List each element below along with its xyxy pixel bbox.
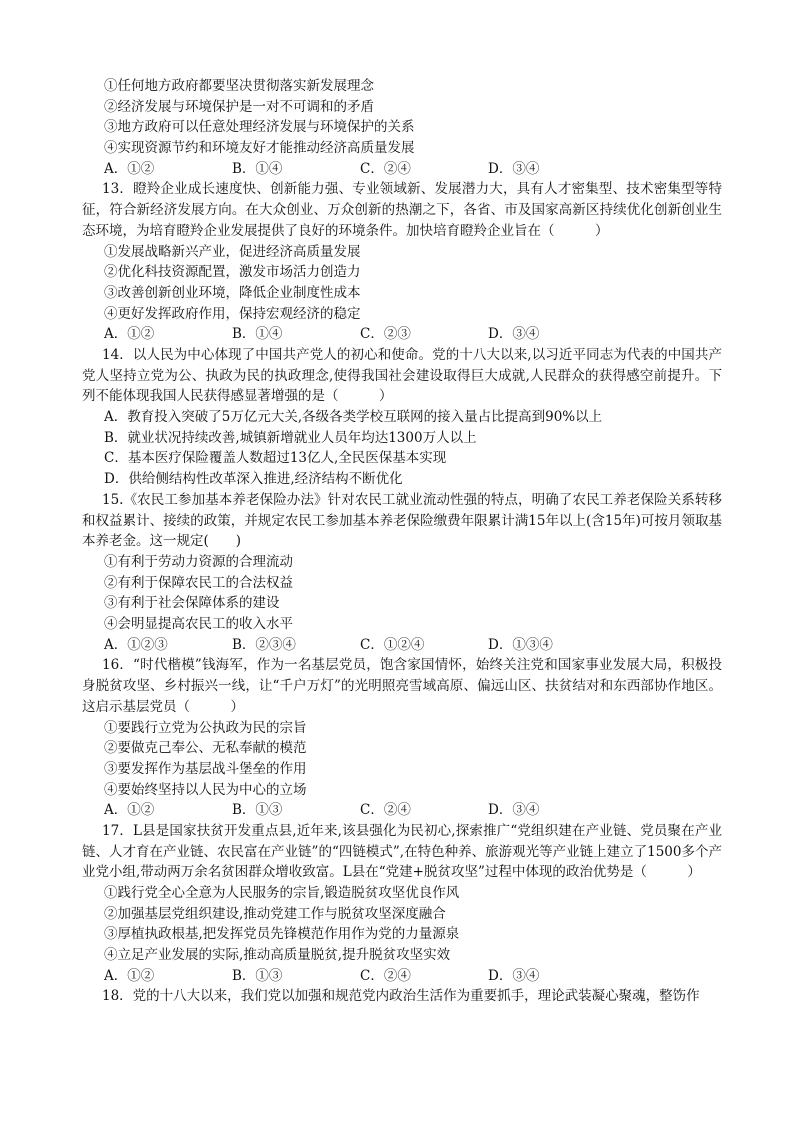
option-d: D．③④ bbox=[488, 967, 540, 984]
option-d: D．③④ bbox=[488, 802, 540, 819]
choice-item: ④实现资源节约和环境友好才能推动经济高质量发展 bbox=[104, 140, 415, 157]
question-15 bbox=[82, 490, 722, 656]
choice-item: ③要发挥作为基层战斗堡垒的作用 bbox=[104, 760, 307, 777]
choice-item: ③改善创新创业环境，降低企业制度性成本 bbox=[104, 284, 361, 301]
choice-item: ②有利于保障农民工的合法权益 bbox=[104, 574, 293, 591]
answer-options bbox=[82, 159, 722, 180]
question-12 bbox=[82, 76, 722, 179]
choice-item: ②优化科技资源配置，激发市场活力创造力 bbox=[104, 264, 361, 281]
choice-item: ①践行党全心全意为人民服务的宗旨,锻造脱贫攻坚优良作风 bbox=[104, 885, 460, 902]
exam-page bbox=[82, 76, 722, 1007]
answer-options bbox=[82, 635, 722, 656]
choice-item: ③地方政府可以任意处理经济发展与环境保护的关系 bbox=[104, 119, 415, 136]
question-stem: 17．L县是国家扶贫开发重点县,近年来,该县强化为民初心,探索推广“党组织建在产业链、党员聚在产业链、人才育在产业链、农民富在产业链”的“四链模式”,在特色种养、旅游观光等产业链上建立了1500多个产业党小组,带动两万余名贫困群众增收致富。L县在“党建+脱贫攻坚”过程中体现的政治优势是（ ） bbox=[82, 822, 722, 881]
choice-item: ②加强基层党组织建设,推动党建工作与脱贫攻坚深度融合 bbox=[104, 905, 446, 922]
question-13 bbox=[82, 179, 722, 345]
answer-options bbox=[82, 324, 722, 345]
option-c: C．②④ bbox=[360, 802, 411, 819]
choice-item: ①有利于劳动力资源的合理流动 bbox=[104, 553, 293, 570]
choice-item: ②要做克己奉公、无私奉献的模范 bbox=[104, 740, 307, 757]
choice-item: C．基本医疗保险覆盖人数超过13亿人,全民医保基本实现 bbox=[104, 450, 447, 467]
question-14 bbox=[82, 345, 722, 490]
choice-item: B．就业状况持续改善,城镇新增就业人员年均达1300万人以上 bbox=[104, 429, 477, 446]
option-d: D．①③④ bbox=[488, 636, 553, 653]
choice-item: D．供给侧结构性改革深入推进,经济结构不断优化 bbox=[104, 471, 403, 488]
choice-item: A．教育投入突破了5万亿元大关,各级各类学校互联网的接入量占比提高到90%以上 bbox=[104, 409, 603, 426]
choice-item: ④更好发挥政府作用，保持宏观经济的稳定 bbox=[104, 305, 361, 322]
option-d: D．③④ bbox=[488, 326, 540, 343]
option-b: B．①③ bbox=[232, 967, 283, 984]
option-b: B．①④ bbox=[232, 160, 283, 177]
choice-item: ①发展战略新兴产业，促进经济高质量发展 bbox=[104, 243, 361, 260]
option-a: A．①② bbox=[104, 326, 155, 343]
option-d: D．③④ bbox=[488, 160, 540, 177]
question-stem: 14．以人民为中心体现了中国共产党人的初心和使命。党的十八大以来,以习近平同志为代表的中国共产党人坚持立党为公、执政为民的执政理念,使得我国社会建设取得巨大成就,人民群众的获得感空前提升。下列不能体现我国人民获得感显著增强的是（ ） bbox=[82, 346, 722, 405]
option-a: A．①②③ bbox=[104, 636, 168, 653]
option-b: B．①③ bbox=[232, 802, 283, 819]
question-stem: 16．“时代楷模”钱海军，作为一名基层党员，饱含家国情怀，始终关注党和国家事业发展大局，积极投身脱贫攻坚、乡村振兴一线，让“千户万灯”的光明照亮雪域高原、偏远山区、扶贫结对和东西部协作地区。这启示基层党员（ ） bbox=[82, 657, 722, 715]
answer-options bbox=[82, 966, 722, 987]
choice-item: ④要始终坚持以人民为中心的立场 bbox=[104, 781, 307, 798]
option-a: A．①② bbox=[104, 967, 155, 984]
question-18 bbox=[82, 986, 722, 1007]
choice-item: ③有利于社会保障体系的建设 bbox=[104, 595, 280, 612]
choice-item: ④立足产业发展的实际,推动高质量脱贫,提升脱贫攻坚实效 bbox=[104, 947, 451, 964]
choice-item: ②经济发展与环境保护是一对不可调和的矛盾 bbox=[104, 98, 374, 115]
question-stem: 13．瞪羚企业成长速度快、创新能力强、专业领域新、发展潜力大，具有人才密集型、技术密集型等特征，符合新经济发展方向。在大众创业、万众创新的热潮之下，各省、市及国家高新区持续优化创新创业生态环境，为培育瞪羚企业发展提供了良好的环境条件。加快培育瞪羚企业旨在（ ） bbox=[82, 181, 722, 239]
option-a: A．①② bbox=[104, 160, 155, 177]
option-c: C．①②④ bbox=[360, 636, 425, 653]
option-b: B．①④ bbox=[232, 326, 283, 343]
question-stem: 15.《农民工参加基本养老保险办法》针对农民工就业流动性强的特点，明确了农民工养老保险关系转移和权益累计、接续的政策，并规定农民工参加基本养老保险缴费年限累计满15年以上(含15年)可按月领取基本养老金。这一规定( ) bbox=[82, 491, 722, 550]
question-16 bbox=[82, 655, 722, 821]
choice-item: ④会明显提高农民工的收入水平 bbox=[104, 616, 293, 633]
question-17 bbox=[82, 821, 722, 987]
option-a: A．①② bbox=[104, 802, 155, 819]
option-c: C．②④ bbox=[360, 160, 411, 177]
option-c: C．②③ bbox=[360, 326, 411, 343]
choice-item: ③厚植执政根基,把发挥党员先锋模范作用作为党的力量源泉 bbox=[104, 926, 460, 943]
question-stem: 18．党的十八大以来，我们党以加强和规范党内政治生活作为重要抓手，理论武装凝心聚魂，整饬作 bbox=[102, 988, 700, 1005]
choice-item: ①任何地方政府都要坚决贯彻落实新发展理念 bbox=[104, 78, 374, 94]
choice-item: ①要践行立党为公执政为民的宗旨 bbox=[104, 719, 307, 736]
option-b: B．②③④ bbox=[232, 636, 296, 653]
answer-options bbox=[82, 800, 722, 821]
option-c: C．②④ bbox=[360, 967, 411, 984]
